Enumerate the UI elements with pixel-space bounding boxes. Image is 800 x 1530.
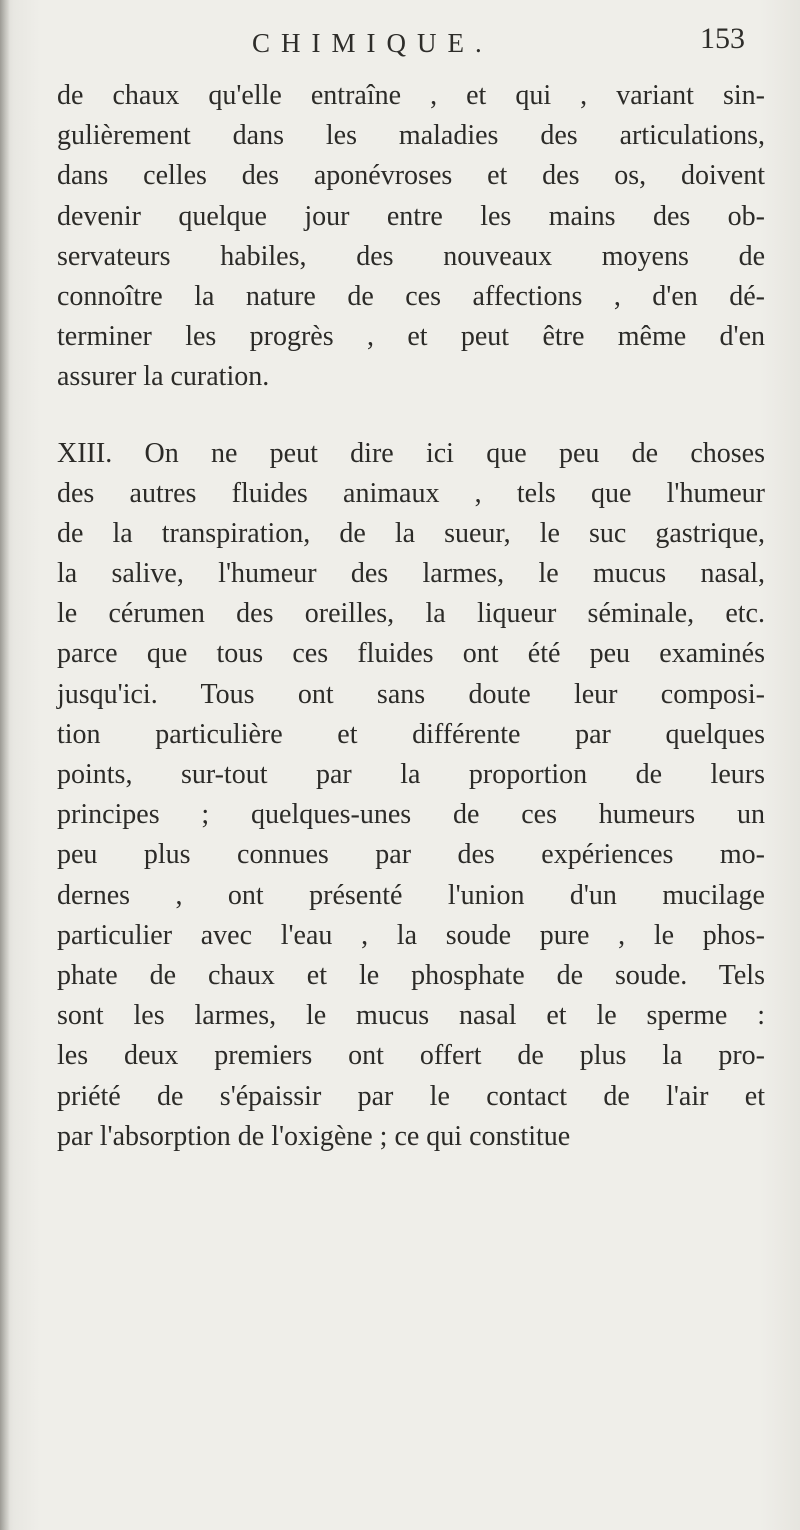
text-line: par l'absorption de l'oxigène ; ce qui constitue bbox=[57, 1120, 571, 1152]
text-line: devenir quelque jour entre les mains des ob- bbox=[57, 200, 765, 232]
text-line: des autres fluides animaux , tels que l'humeur bbox=[57, 477, 765, 509]
text-line: XIII. On ne peut dire ici que peu de choses bbox=[57, 437, 765, 469]
page-number: 153 bbox=[700, 22, 745, 55]
page-header bbox=[0, 22, 800, 62]
text-line: le cérumen des oreilles, la liqueur séminale, etc. bbox=[57, 598, 765, 630]
text-line: priété de s'épaissir par le contact de l'air et bbox=[57, 1080, 765, 1112]
text-line: de la transpiration, de la sueur, le suc gastrique, bbox=[57, 517, 765, 549]
text-line: tion particulière et différente par quelques bbox=[57, 718, 765, 750]
text-line: parce que tous ces fluides ont été peu examinés bbox=[57, 638, 765, 670]
paragraph-continuation bbox=[57, 76, 765, 398]
text-line: les deux premiers ont offert de plus la pro- bbox=[57, 1040, 765, 1072]
page-binding-edge bbox=[0, 0, 10, 1530]
text-line: assurer la curation. bbox=[57, 361, 270, 393]
text-line: dans celles des aponévroses et des os, doivent bbox=[57, 160, 765, 192]
body-text bbox=[57, 76, 765, 1157]
paragraph-section-xiii bbox=[57, 434, 765, 1157]
text-line: la salive, l'humeur des larmes, le mucus nasal, bbox=[57, 558, 765, 590]
text-line: dernes , ont présenté l'union d'un mucilage bbox=[57, 879, 765, 911]
text-line: sont les larmes, le mucus nasal et le sperme : bbox=[57, 1000, 765, 1032]
running-title: CHIMIQUE. bbox=[252, 28, 493, 58]
text-line: points, sur-tout par la proportion de leurs bbox=[57, 759, 765, 790]
text-line: particulier avec l'eau , la soude pure , le phos- bbox=[57, 919, 765, 951]
text-line: connoître la nature de ces affections , d'en dé- bbox=[57, 280, 765, 312]
text-line: principes ; quelques-unes de ces humeurs un bbox=[57, 799, 765, 831]
text-line: peu plus connues par des expériences mo- bbox=[57, 839, 765, 871]
paragraph-spacer bbox=[57, 398, 765, 434]
text-line: servateurs habiles, des nouveaux moyens de bbox=[57, 240, 765, 272]
text-line: de chaux qu'elle entraîne , et qui , variant sin- bbox=[57, 80, 765, 111]
text-line: phate de chaux et le phosphate de soude. Tels bbox=[57, 959, 765, 991]
text-line: gulièrement dans les maladies des articulations, bbox=[57, 120, 765, 152]
text-line: jusqu'ici. Tous ont sans doute leur composi- bbox=[57, 678, 765, 710]
text-line: terminer les progrès , et peut être même d'en bbox=[57, 321, 765, 353]
